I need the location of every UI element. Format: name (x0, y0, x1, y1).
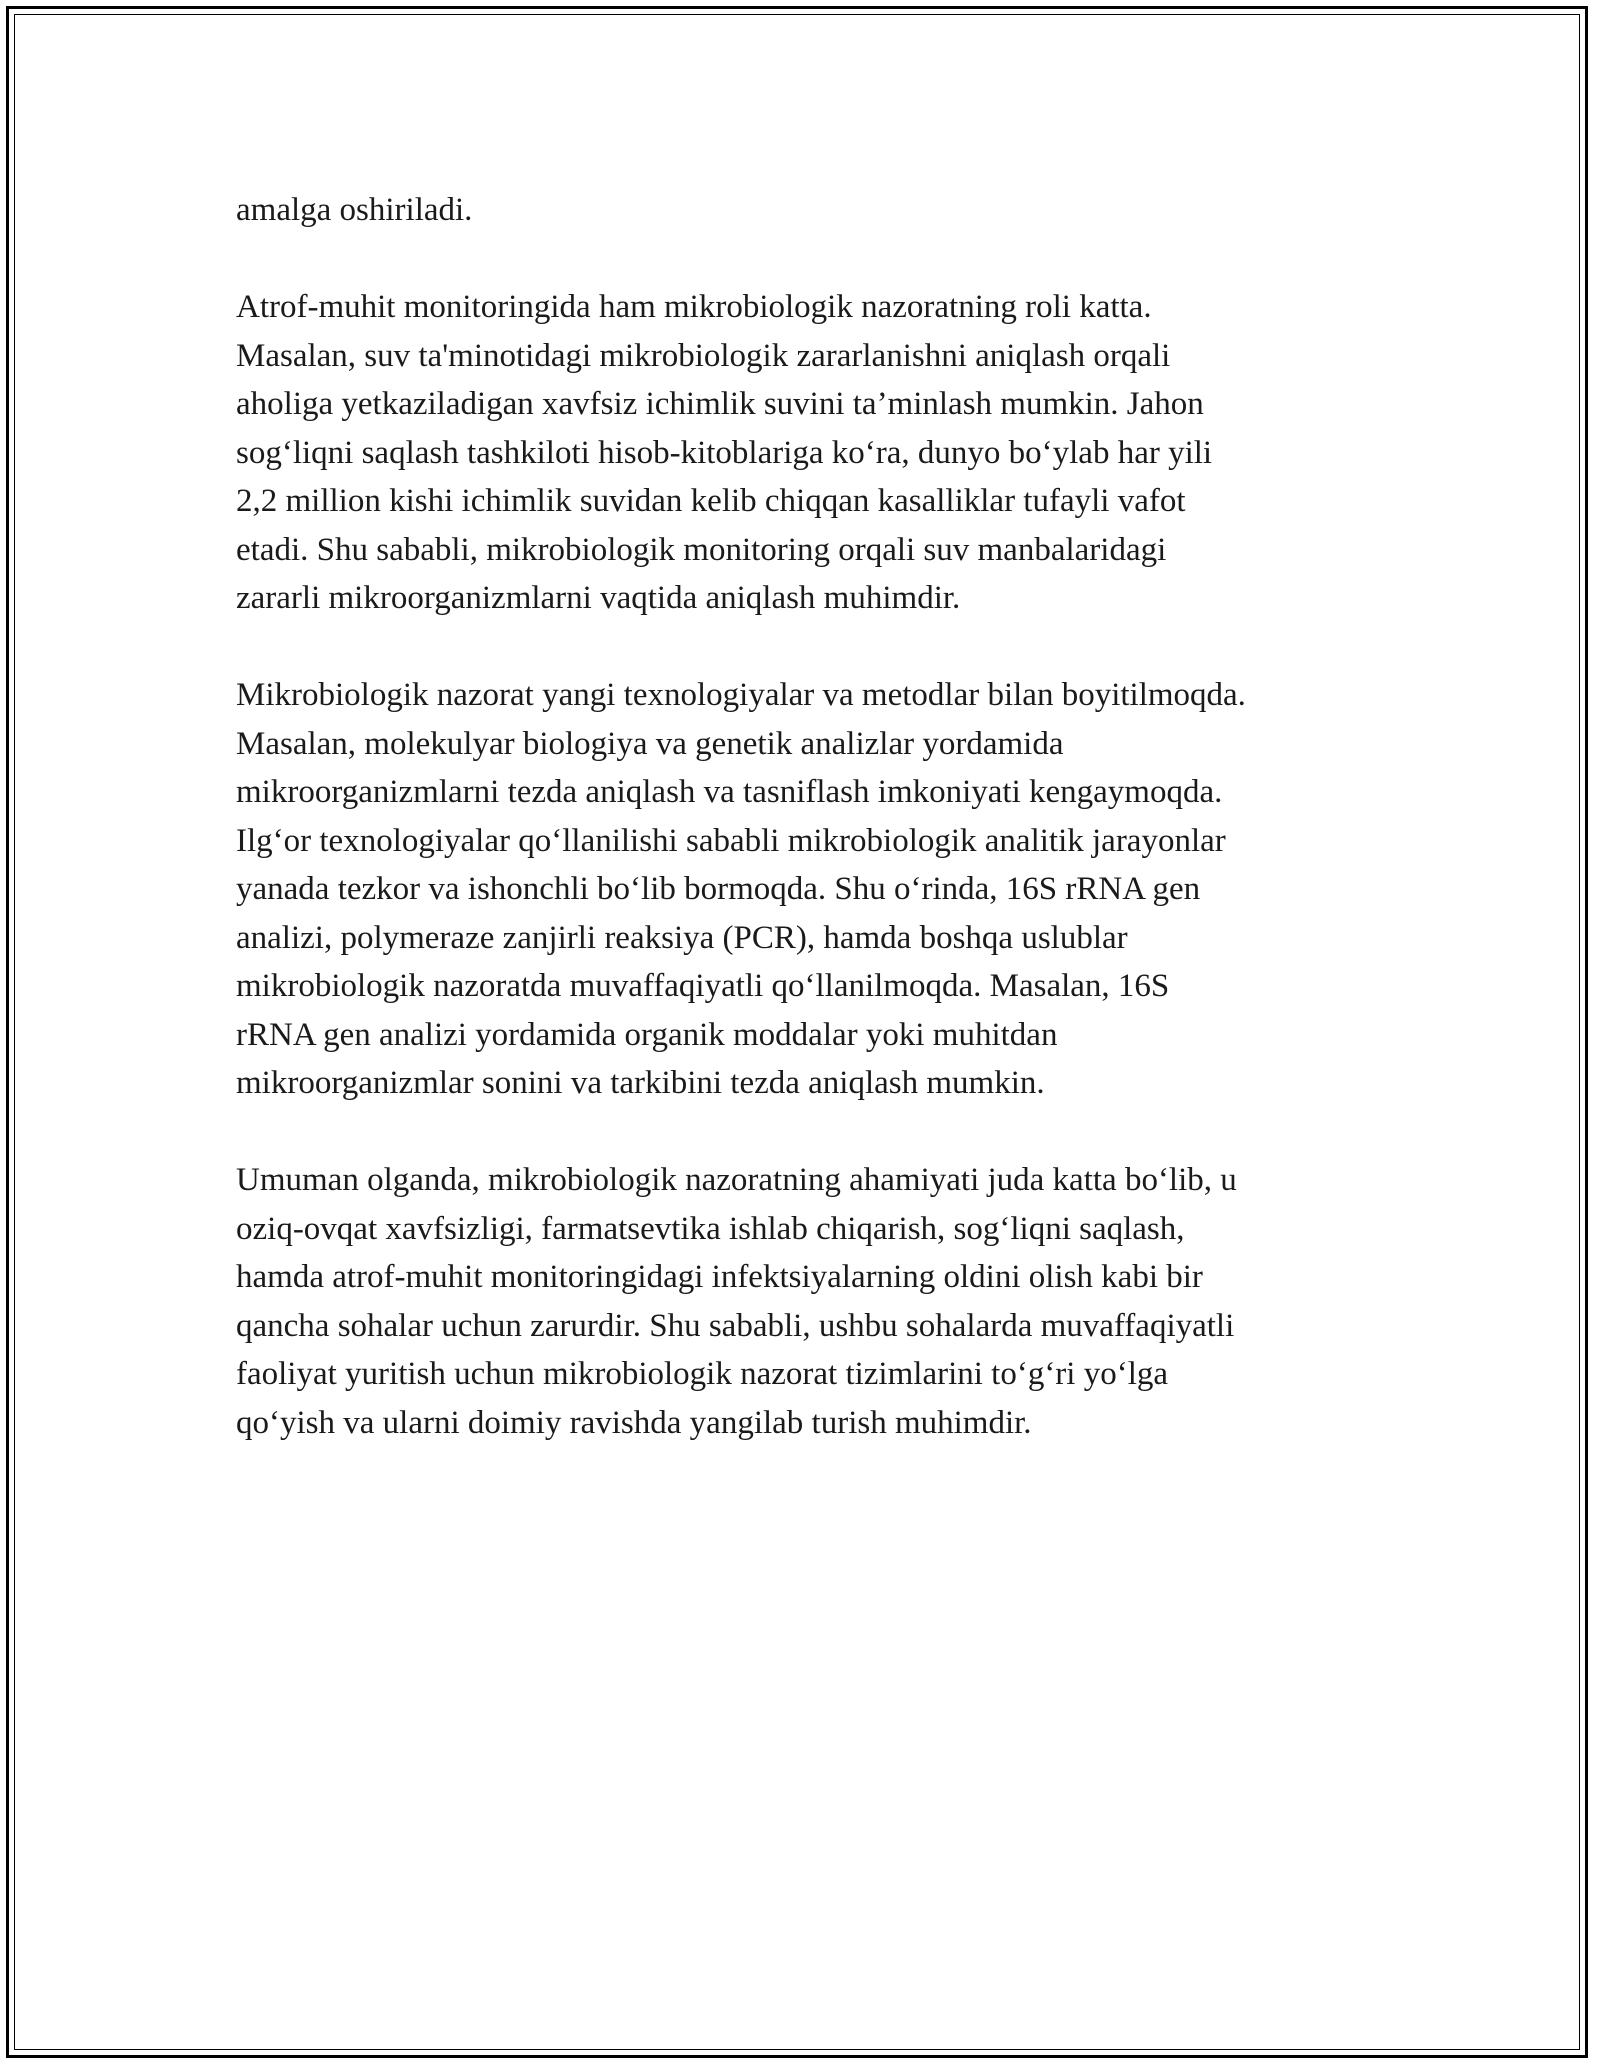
document-body (236, 186, 1366, 1496)
text-line: qo‘yish va ularni doimiy ravishda yangilab turish muhimdir. (236, 1404, 1032, 1441)
text-line: Atrof-muhit monitoringida ham mikrobiologik nazoratning roli katta. (236, 289, 1152, 325)
text-line: mikroorganizmlarni tezda aniqlash va tasniflash imkoniyati kengaymoqda. (236, 774, 1223, 810)
paragraph-4 (236, 1156, 1366, 1447)
text-line: rRNA gen analizi yordamida organik moddalar yoki muhitdan (236, 1016, 1058, 1053)
text-line: etadi. Shu sababli, mikrobiologik monitoring orqali suv manbalaridagi (236, 531, 1167, 568)
text-line: Masalan, molekulyar biologiya va genetik analizlar yordamida (236, 725, 1064, 762)
text-line: analizi, polymeraze zanjirli reaksiya (PCR), hamda boshqa uslublar (236, 919, 1128, 956)
text-line: qancha sohalar uchun zarurdir. Shu sababli, ushbu sohalarda muvaffaqiyatli (236, 1307, 1235, 1344)
text-line: Mikrobiologik nazorat yangi texnologiyalar va metodlar bilan boyitilmoqda. (236, 677, 1246, 713)
text-line: amalga oshiriladi. (236, 192, 473, 228)
paragraph-3 (236, 671, 1366, 1108)
text-line: mikrobiologik nazoratda muvaffaqiyatli qo‘llanilmoqda. Masalan, 16S (236, 968, 1170, 1004)
text-line: sog‘liqni saqlash tashkiloti hisob-kitoblariga ko‘ra, dunyo bo‘ylab har yili (236, 434, 1213, 471)
text-line: faoliyat yuritish uchun mikrobiologik nazorat tizimlarini to‘g‘ri yo‘lga (236, 1356, 1169, 1392)
paragraph-1 (236, 186, 1366, 235)
paragraph-2 (236, 283, 1366, 623)
text-line: aholiga yetkaziladigan xavfsiz ichimlik suvini ta’minlash mumkin. Jahon (236, 386, 1204, 422)
text-line: Masalan, suv ta'minotidagi mikrobiologik zararlanishni aniqlash orqali (236, 337, 1171, 374)
text-line: Umuman olganda, mikrobiologik nazoratning ahamiyati juda katta bo‘lib, u (236, 1162, 1237, 1198)
text-line: Ilg‘or texnologiyalar qo‘llanilishi sababli mikrobiologik analitik jarayonlar (236, 822, 1226, 859)
text-line: mikroorganizmlar sonini va tarkibini tezda aniqlash mumkin. (236, 1065, 1045, 1101)
text-line: hamda atrof-muhit monitoringidagi infektsiyalarning oldini olish kabi bir (236, 1259, 1203, 1295)
text-line: 2,2 million kishi ichimlik suvidan kelib chiqqan kasalliklar tufayli vafot (236, 483, 1186, 519)
text-line: zararli mikroorganizmlarni vaqtida aniqlash muhimdir. (236, 580, 961, 616)
text-line: oziq-ovqat xavfsizligi, farmatsevtika ishlab chiqarish, sog‘liqni saqlash, (236, 1210, 1185, 1247)
text-line: yanada tezkor va ishonchli bo‘lib bormoqda. Shu o‘rinda, 16S rRNA gen (236, 871, 1201, 907)
